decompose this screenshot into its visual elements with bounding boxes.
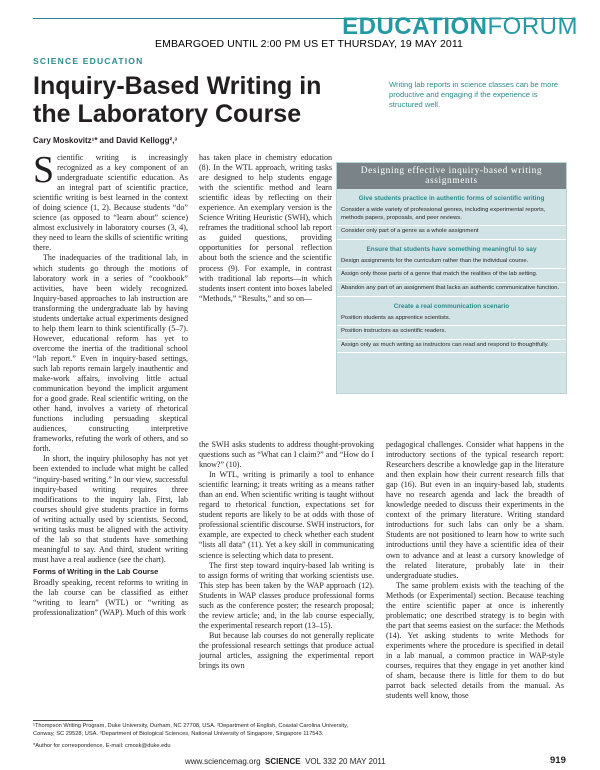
paragraph-c2b-2: In WTL, writing is primarily a tool to enhance scientific learning; it treats writing as a means rather than an end. When scientific writing is taught without regard to rhetorical function, expectations set for student reports are likely to be at odds with those of professional scientific discourse. SWH instructors, for example, are expected to check whether each student “lists all data” (11). Yet a key skill in communicating science is selecting which data to present. bbox=[199, 470, 374, 560]
footnote-affiliations: ¹Thompson Writing Program, Duke University, Durham, NC 27708, USA. ²Department of English, Coastal Carolina University, Conway, SC 29528, USA. ³Department of Biological Sciences, National University of Singapore, Singapore 117543. bbox=[33, 723, 349, 737]
box-item: Position instructors as scientific readers. bbox=[337, 326, 566, 340]
box-item: Assign only as much writing as instructors can read and respond to thoughtfully. bbox=[337, 340, 566, 354]
paragraph-c2b-1: the SWH asks students to address thought-provoking questions such as “What can I claim?” and “How do I know?” (10). bbox=[199, 440, 374, 470]
subheading: Forms of Writing in the Lab Course bbox=[33, 566, 159, 576]
paragraph-c3-2: The same problem exists with the teaching of the Methods (or Experimental) section. Because teaching the entire scientific paper at once is inherently problematic; one described strategy is to begin with the part that seems easiest on the surface: the Methods (14). Yet asking students to write Methods for experiments where the procedure is specified in detail in a lab manual, a common practice in WAP-style courses, requires that they engage in yet another kind of sham, because there is little for them to do but parrot back selected details from the manual. As students well know, those bbox=[386, 580, 564, 701]
box-section-2 bbox=[337, 246, 566, 297]
footnote-rule bbox=[33, 720, 93, 721]
footer-url: www.sciencemag.org bbox=[185, 757, 261, 766]
box-section-1 bbox=[337, 195, 566, 240]
article-authors: Cary Moskovitz¹* and David Kellogg²,³ bbox=[33, 136, 178, 145]
box-heading: Give students practice in authentic forms of scientific writing bbox=[358, 195, 545, 202]
column-3 bbox=[386, 440, 564, 701]
box-item: Consider only part of a genre as a whole assignment bbox=[337, 226, 566, 240]
column-2-bottom bbox=[199, 440, 374, 671]
footer-journal: SCIENCE bbox=[265, 757, 301, 766]
box-item: Abandon any part of an assignment that lacks an authentic communicative function. bbox=[337, 283, 566, 297]
footer-volume: VOL 332 20 MAY 2011 bbox=[305, 757, 386, 766]
drop-cap: S bbox=[33, 149, 55, 191]
box-item: Position students as apprentice scientists. bbox=[337, 313, 566, 327]
paragraph-c2b-4: But because lab courses do not generally replicate the professional research settings that produce actual journal articles, assigning the experimental report brings its own bbox=[199, 630, 374, 671]
paragraph-4: Broadly speaking, recent reforms to writing in the lab course can be classified as either “writing to learn” (WTL) or “writing as professionalization” (WAP). Much of this work bbox=[33, 577, 188, 618]
column-2-top bbox=[199, 153, 332, 304]
box-item: Consider a wide variety of professional genres, including experimental reports, methods papers, proposals, and peer reviews. bbox=[337, 205, 566, 226]
article-title: Inquiry-Based Writing in the Laboratory Course bbox=[33, 72, 322, 128]
article-deck: Writing lab reports in science classes can be more productive and engaging if the experience is structured well. bbox=[389, 80, 559, 109]
box-title: Designing effective inquiry-based writing assignments bbox=[337, 163, 566, 189]
paragraph-c3-1: pedagogical challenges. Consider what happens in the introductory sections of the typical research report: Researchers describe a knowledge gap in the literature and then explain how their current research fills that gap (16). But even in an inquiry-based lab, students have no research agenda and lack the breadth of knowledge needed to discuss their experiments in the context of the primary literature. Writing standard introductions for such labs can only be a sham. Students are not positioned to learn how to write such introductions until they have a scientific idea of their own to advance and at least a cursory knowledge of the related literature, probably late in their undergraduate studies. bbox=[386, 440, 564, 580]
box-item: Assign only those parts of a genre that match the realities of the lab setting. bbox=[337, 269, 566, 283]
paragraph-3: In short, the inquiry philosophy has not yet been extended to include what might be called “inquiry-based writing.” In our view, successful inquiry-based writing requires three modifications to the inquiry lab. First, lab courses should give students practice in forms of writing actually used by scientists. Second, writing tasks must be aligned with the activity of the lab so that students have something meaningful to say. And third, student writing must have a real audience (see the chart). bbox=[33, 454, 188, 564]
paragraph-c2b-3: The first step toward inquiry-based lab writing is to assign forms of writing that working scientists use. This step has been taken by the WAP approach (12). Students in WAP classes produce professional forms such as the conference poster; the research proposal; the review article; and, in the lab course especially, the experimental research report (13–15). bbox=[199, 560, 374, 630]
paragraph-1 bbox=[33, 149, 188, 253]
page-footer bbox=[185, 757, 386, 766]
forum-light: FORUM bbox=[487, 13, 578, 40]
education-forum-header bbox=[342, 13, 578, 41]
column-1 bbox=[33, 149, 188, 618]
box-heading: Create a real communication scenario bbox=[393, 302, 510, 310]
page-number: 919 bbox=[550, 755, 566, 766]
box-item: Design assignments for the curriculum rather than the individual course. bbox=[337, 256, 566, 270]
section-label: SCIENCE EDUCATION bbox=[33, 56, 144, 66]
box-heading: Ensure that students have something meaningful to say bbox=[366, 245, 537, 253]
sidebar-box bbox=[336, 162, 567, 394]
embargo-notice: EMBARGOED UNTIL 2:00 PM US ET THURSDAY, 19 MAY 2011 bbox=[155, 38, 463, 50]
forum-bold: EDUCATION bbox=[342, 13, 488, 40]
paragraph-2: The inadequacies of the traditional lab, in which students go through the motions of laboratory work in a series of “cookbook” activities, have been widely recognized. Inquiry-based approaches to lab instruction are transforming the undergraduate lab by having students undertake actual experiments designed to help them learn to think scientifically (5–7). However, educational reform has yet to overcome the inertia of the traditional school “lab report.” Even in inquiry-based settings, such lab reports remain largely inauthentic and make-work affairs, involving little actual communication beyond the implicit argument for a good grade. Real scientific writing, on the other hand, involves a variety of rhetorical functions including persuading skeptical audiences, constructing interpretive frameworks, refuting the work of others, and so forth. bbox=[33, 253, 188, 454]
paragraph-1-text: cientific writing is increasingly recognized as a key component of an undergraduate scientific education. As an integral part of scientific practice, scientific writing is best learned in the context of doing science (1, 2). Because students “do” science (as opposed to “learn about” science) almost exclusively in laboratory courses (3, 4), they need to learn the skills of scientific writing there. bbox=[33, 153, 188, 253]
box-section-3 bbox=[337, 303, 566, 354]
paragraph-c2-1: has taken place in chemistry education (8). In the WTL approach, writing tasks are designed to help students engage with the scientific method and learn scientific ideas by reflecting on their experience. An exemplary version is the Science Writing Heuristic (SWH), which reframes the traditional school lab report as guided questions, providing opportunities for personal reflection about both the science and the scientific process (9). For example, in contrast with traditional lab reports—in which students insert content into boxes labeled “Methods,” “Results,” and so on— bbox=[199, 153, 332, 303]
footnote-correspondence: *Author for correspondence. E-mail: cmosk@duke.edu bbox=[33, 743, 171, 749]
